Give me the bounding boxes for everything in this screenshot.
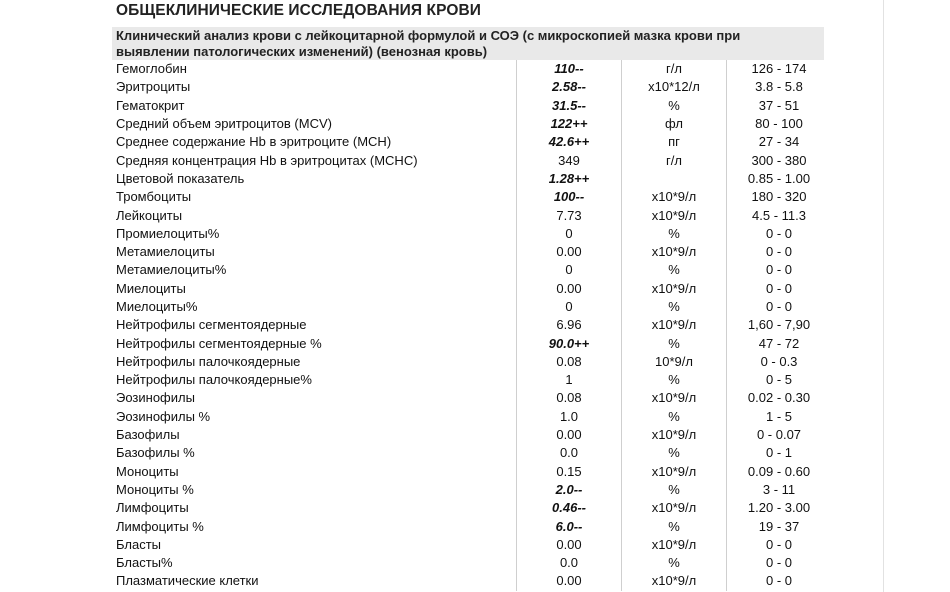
- unit-cell: x10*9/л: [622, 243, 727, 261]
- result-value-cell: 2.58--: [517, 78, 622, 96]
- result-value-cell: 0.46--: [517, 499, 622, 517]
- test-name-cell: Эритроциты: [116, 79, 191, 95]
- result-value-cell: 31.5--: [517, 97, 622, 115]
- result-value-cell: 110--: [517, 60, 622, 78]
- result-value-cell: 0.08: [517, 353, 622, 371]
- table-row: [112, 206, 831, 224]
- test-name-cell: Плазматические клетки: [116, 573, 259, 589]
- result-value-cell: 1.28++: [517, 170, 622, 188]
- table-row: [112, 444, 831, 462]
- unit-cell: %: [622, 371, 727, 389]
- test-name-cell: Средняя концентрация Hb в эритроцитах (MCHC): [116, 152, 418, 168]
- unit-cell: x10*9/л: [622, 316, 727, 334]
- test-name-cell: Бласты: [116, 536, 161, 552]
- unit-cell: г/л: [622, 60, 727, 78]
- test-name-cell: Моноциты %: [116, 481, 194, 497]
- table-row: [112, 316, 831, 334]
- unit-cell: x10*12/л: [622, 78, 727, 96]
- unit-cell: x10*9/л: [622, 499, 727, 517]
- table-row: [112, 188, 831, 206]
- table-row: [112, 334, 831, 352]
- table-row: [112, 97, 831, 115]
- table-row: [112, 572, 831, 590]
- table-row: [112, 554, 831, 572]
- section-title-line-1: Клинический анализ крови с лейкоцитарной формулой и СОЭ (с микроскопией мазка крови при: [116, 28, 741, 43]
- unit-cell: %: [622, 97, 727, 115]
- result-value-cell: 100--: [517, 188, 622, 206]
- reference-range-cell: 126 - 174: [727, 60, 832, 78]
- result-value-cell: 0.15: [517, 463, 622, 481]
- test-name-cell: Средний объем эритроцитов (MCV): [116, 116, 332, 132]
- table-row: [112, 243, 831, 261]
- table-row: [112, 353, 831, 371]
- unit-cell: x10*9/л: [622, 463, 727, 481]
- table-row: [112, 225, 831, 243]
- result-value-cell: 0: [517, 261, 622, 279]
- test-name-cell: Бласты%: [116, 555, 173, 571]
- test-name-cell: Промиелоциты%: [116, 225, 220, 241]
- reference-range-cell: 0 - 0: [727, 243, 832, 261]
- reference-range-cell: 0 - 0: [727, 261, 832, 279]
- reference-range-cell: 300 - 380: [727, 151, 832, 169]
- result-value-cell: 0.00: [517, 536, 622, 554]
- reference-range-cell: 19 - 37: [727, 517, 832, 535]
- reference-range-cell: 80 - 100: [727, 115, 832, 133]
- test-name-cell: Тромбоциты: [116, 189, 192, 205]
- test-name-cell: Нейтрофилы палочкоядерные: [116, 353, 301, 369]
- result-value-cell: 1: [517, 371, 622, 389]
- unit-cell: г/л: [622, 151, 727, 169]
- table-row: [112, 261, 831, 279]
- reference-range-cell: 0 - 5: [727, 371, 832, 389]
- page-edge-divider: [883, 0, 884, 592]
- result-value-cell: 6.0--: [517, 517, 622, 535]
- table-row: [112, 536, 831, 554]
- table-row: [112, 133, 831, 151]
- unit-cell: %: [622, 554, 727, 572]
- test-name-cell: Лейкоциты: [116, 207, 183, 223]
- reference-range-cell: 4.5 - 11.3: [727, 206, 832, 224]
- reference-range-cell: 0 - 0: [727, 225, 832, 243]
- test-name-cell: Нейтрофилы палочкоядерные%: [116, 372, 312, 388]
- table-row: [112, 426, 831, 444]
- reference-range-cell: 0 - 0: [727, 554, 832, 572]
- reference-range-cell: 0.09 - 0.60: [727, 463, 832, 481]
- table-row: [112, 481, 831, 499]
- unit-cell: %: [622, 261, 727, 279]
- unit-cell: x10*9/л: [622, 280, 727, 298]
- result-value-cell: 6.96: [517, 316, 622, 334]
- result-value-cell: 0.00: [517, 243, 622, 261]
- reference-range-cell: 0 - 0.3: [727, 353, 832, 371]
- table-row: [112, 499, 831, 517]
- reference-range-cell: 1.20 - 3.00: [727, 499, 832, 517]
- table-row: [112, 463, 831, 481]
- section-header: [112, 27, 824, 60]
- test-name-cell: Гемоглобин: [116, 61, 187, 77]
- table-row: [112, 60, 831, 78]
- table-row: [112, 298, 831, 316]
- result-value-cell: 0.00: [517, 572, 622, 590]
- unit-cell: %: [622, 408, 727, 426]
- table-row: [112, 280, 831, 298]
- result-value-cell: 90.0++: [517, 334, 622, 352]
- reference-range-cell: 0 - 0: [727, 280, 832, 298]
- test-name-cell: Лимфоциты %: [116, 518, 204, 534]
- result-value-cell: 2.0--: [517, 481, 622, 499]
- reference-range-cell: 1 - 5: [727, 408, 832, 426]
- unit-cell: %: [622, 334, 727, 352]
- result-value-cell: 349: [517, 151, 622, 169]
- unit-cell: 10*9/л: [622, 353, 727, 371]
- reference-range-cell: 1,60 - 7,90: [727, 316, 832, 334]
- result-value-cell: 0.00: [517, 426, 622, 444]
- unit-cell: %: [622, 481, 727, 499]
- unit-cell: фл: [622, 115, 727, 133]
- test-name-cell: Моноциты: [116, 463, 179, 479]
- page-title: ОБЩЕКЛИНИЧЕСКИЕ ИССЛЕДОВАНИЯ КРОВИ: [116, 2, 482, 19]
- result-value-cell: 0.00: [517, 280, 622, 298]
- result-value-cell: 0.08: [517, 389, 622, 407]
- reference-range-cell: 0 - 0: [727, 298, 832, 316]
- unit-cell: %: [622, 298, 727, 316]
- table-row: [112, 115, 831, 133]
- test-name-cell: Цветовой показатель: [116, 170, 245, 186]
- reference-range-cell: 3 - 11: [727, 481, 832, 499]
- unit-cell: пг: [622, 133, 727, 151]
- table-row: [112, 408, 831, 426]
- test-name-cell: Нейтрофилы сегментоядерные %: [116, 335, 322, 351]
- result-value-cell: 7.73: [517, 206, 622, 224]
- section-title-line-2: выявлении патологических изменений) (венозная кровь): [116, 44, 488, 59]
- test-name-cell: Лимфоциты: [116, 500, 189, 516]
- unit-cell: [622, 170, 727, 188]
- unit-cell: x10*9/л: [622, 426, 727, 444]
- result-value-cell: 42.6++: [517, 133, 622, 151]
- unit-cell: %: [622, 225, 727, 243]
- table-row: [112, 78, 831, 96]
- reference-range-cell: 0 - 0: [727, 536, 832, 554]
- test-name-cell: Базофилы: [116, 427, 180, 443]
- unit-cell: %: [622, 517, 727, 535]
- result-value-cell: 122++: [517, 115, 622, 133]
- results-table-body: [112, 60, 831, 591]
- table-row: [112, 517, 831, 535]
- reference-range-cell: 0 - 0.07: [727, 426, 832, 444]
- reference-range-cell: 0.85 - 1.00: [727, 170, 832, 188]
- test-name-cell: Миелоциты: [116, 280, 186, 296]
- result-value-cell: 1.0: [517, 408, 622, 426]
- result-value-cell: 0.0: [517, 444, 622, 462]
- reference-range-cell: 0 - 0: [727, 572, 832, 590]
- result-value-cell: 0: [517, 225, 622, 243]
- test-name-cell: Эозинофилы: [116, 390, 195, 406]
- results-table: [112, 60, 831, 591]
- test-name-cell: Среднее содержание Hb в эритроците (MCH): [116, 134, 392, 150]
- reference-range-cell: 3.8 - 5.8: [727, 78, 832, 96]
- unit-cell: x10*9/л: [622, 206, 727, 224]
- reference-range-cell: 47 - 72: [727, 334, 832, 352]
- test-name-cell: Базофилы %: [116, 445, 195, 461]
- test-name-cell: Эозинофилы %: [116, 408, 211, 424]
- unit-cell: x10*9/л: [622, 188, 727, 206]
- result-value-cell: 0: [517, 298, 622, 316]
- reference-range-cell: 37 - 51: [727, 97, 832, 115]
- table-row: [112, 151, 831, 169]
- reference-range-cell: 27 - 34: [727, 133, 832, 151]
- reference-range-cell: 0.02 - 0.30: [727, 389, 832, 407]
- section-title: [116, 28, 822, 60]
- table-row: [112, 371, 831, 389]
- unit-cell: %: [622, 444, 727, 462]
- test-name-cell: Миелоциты%: [116, 299, 198, 314]
- unit-cell: x10*9/л: [622, 536, 727, 554]
- test-name-cell: Метамиелоциты%: [116, 262, 227, 278]
- reference-range-cell: 0 - 1: [727, 444, 832, 462]
- unit-cell: x10*9/л: [622, 572, 727, 590]
- test-name-cell: Гематокрит: [116, 97, 185, 113]
- table-row: [112, 389, 831, 407]
- result-value-cell: 0.0: [517, 554, 622, 572]
- unit-cell: x10*9/л: [622, 389, 727, 407]
- reference-range-cell: 180 - 320: [727, 188, 832, 206]
- test-name-cell: Нейтрофилы сегментоядерные: [116, 317, 307, 333]
- table-row: [112, 170, 831, 188]
- test-name-cell: Метамиелоциты: [116, 244, 215, 260]
